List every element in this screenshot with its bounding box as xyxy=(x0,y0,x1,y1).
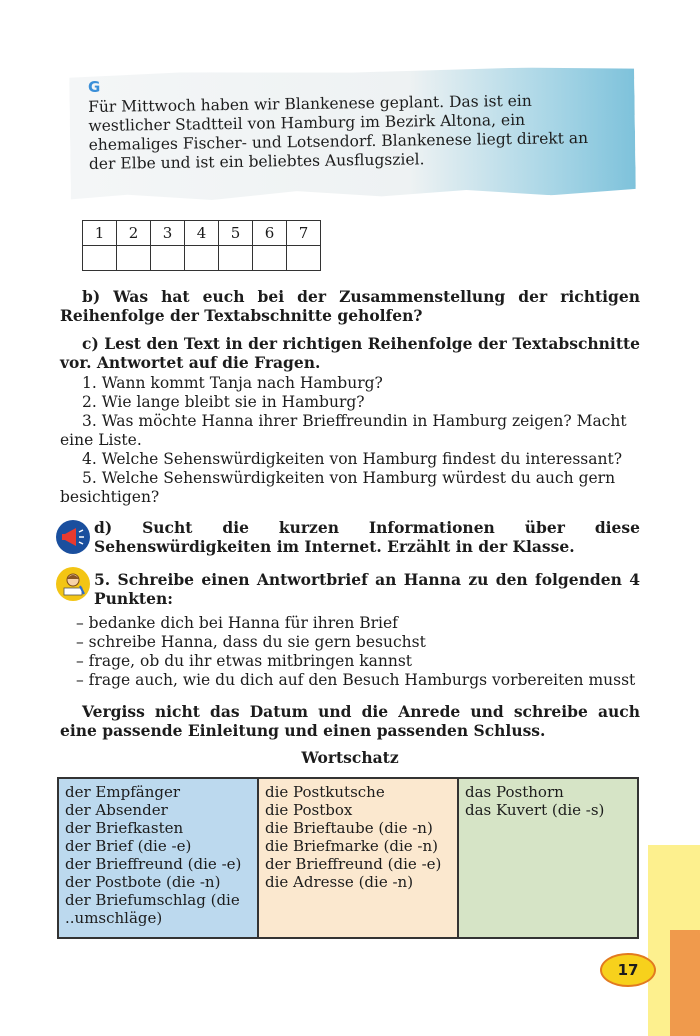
task-5-title: 5. Schreibe einen Antwortbrief an Hanna zu den folgenden 4 Punkten: xyxy=(94,570,640,608)
vocab-column-2 xyxy=(258,778,458,938)
vocab-item: der Empfänger xyxy=(65,783,180,801)
question-item: 4. Welche Sehenswürdigkeiten von Hamburg findest du interessant? xyxy=(82,450,623,468)
task-d: d) Sucht die kurzen Informationen über diese Sehenswürdigkeiten im Internet. Erzählt in der Klasse. xyxy=(94,518,640,556)
question-item: 5. Welche Sehenswürdigkeiten von Hamburg würdest du auch gern besichtigen? xyxy=(60,469,616,506)
megaphone-icon xyxy=(56,520,90,554)
order-number: 7 xyxy=(287,221,321,246)
point-item: – frage, ob du ihr etwas mitbringen kannst xyxy=(76,652,413,670)
answer-cell[interactable] xyxy=(117,246,151,271)
order-number: 1 xyxy=(83,221,117,246)
decorative-stripe-orange xyxy=(670,930,700,1036)
vocab-item: die Briefmarke (die -n) xyxy=(265,837,439,855)
answer-cell[interactable] xyxy=(151,246,185,271)
question-item: 1. Wann kommt Tanja nach Hamburg? xyxy=(82,374,383,392)
answer-cell[interactable] xyxy=(287,246,321,271)
vocab-item: die Adresse (die -n) xyxy=(265,873,414,891)
point-item: – frage auch, wie du dich auf den Besuch Hamburgs vorbereiten musst xyxy=(76,671,636,689)
order-number: 2 xyxy=(117,221,151,246)
answer-cell[interactable] xyxy=(219,246,253,271)
task-c-title: c) Lest den Text in der richtigen Reihenfolge der Textabschnitte vor. Antwortet auf die Fragen. xyxy=(60,334,640,372)
order-number: 3 xyxy=(151,221,185,246)
reminder-text: Vergiss nicht das Datum und die Anrede und schreibe auch eine passende Einleitung und einen passenden Schluss. xyxy=(60,702,640,740)
point-item: – schreibe Hanna, dass du sie gern besuchst xyxy=(76,633,426,651)
vocab-item: der Absender xyxy=(65,801,168,819)
vocab-item: das Kuvert (die -s) xyxy=(465,801,605,819)
vocab-item: der Briefumschlag (die ..umschläge) xyxy=(65,891,240,927)
answer-cell[interactable] xyxy=(253,246,287,271)
vocab-title: Wortschatz xyxy=(301,748,399,767)
order-number: 4 xyxy=(185,221,219,246)
answer-cell[interactable] xyxy=(185,246,219,271)
vocab-item: die Postbox xyxy=(265,801,353,819)
task-5-points xyxy=(76,614,640,690)
answer-cell[interactable] xyxy=(83,246,117,271)
vocab-item: der Briefkasten xyxy=(65,819,184,837)
section-g-text: Für Mittwoch haben wir Blankenese geplant. Das ist ein westlicher Stadtteil von Hamburg im Bezirk Altona, ein ehemaliges Fischer- und Lotsendorf. Blankenese liegt direkt an der Elbe und ist ein beliebtes Ausflugsziel. xyxy=(88,91,589,173)
order-number: 5 xyxy=(219,221,253,246)
vocab-item: die Postkutsche xyxy=(265,783,385,801)
vocab-item: das Posthorn xyxy=(465,783,564,801)
vocab-item: die Brieftaube (die -n) xyxy=(265,819,433,837)
vocab-item: der Brief (die -e) xyxy=(65,837,192,855)
page-number: 17 xyxy=(600,953,656,987)
question-item: 3. Was möchte Hanna ihrer Brieffreundin in Hamburg zeigen? Macht eine Liste. xyxy=(60,412,627,449)
task-b: b) Was hat euch bei der Zusammenstellung der richtigen Reihenfolge der Textabschnitte geholfen? xyxy=(60,287,640,325)
writing-student-icon xyxy=(56,567,90,601)
section-g-label: G xyxy=(88,78,101,96)
order-number: 6 xyxy=(253,221,287,246)
vocab-table xyxy=(57,777,639,939)
task-c-questions xyxy=(60,374,640,507)
question-item: 2. Wie lange bleibt sie in Hamburg? xyxy=(82,393,365,411)
order-table xyxy=(82,220,321,271)
vocab-item: der Brieffreund (die -e) xyxy=(65,855,242,873)
vocab-column-3 xyxy=(458,778,638,938)
vocab-item: der Brieffreund (die -e) xyxy=(265,855,442,873)
vocab-item: der Postbote (die -n) xyxy=(65,873,221,891)
vocab-column-1 xyxy=(58,778,258,938)
point-item: – bedanke dich bei Hanna für ihren Brief xyxy=(76,614,398,632)
